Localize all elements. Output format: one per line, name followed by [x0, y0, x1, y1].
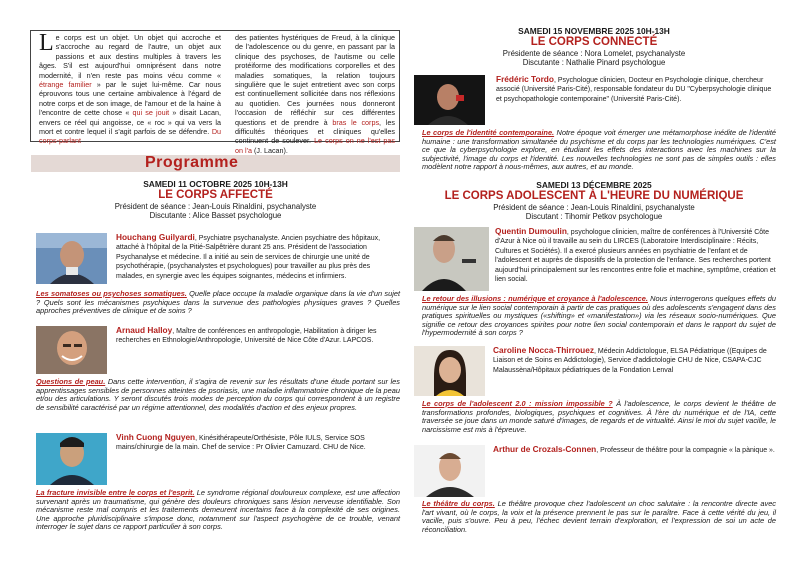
intro-right-column — [235, 33, 395, 155]
speaker-name: Quentin Dumoulin — [495, 226, 567, 236]
abstract-guilyardi — [36, 290, 400, 316]
speaker-bio-text: , Professeur de théâtre pour la compagnie « la pànique ». — [596, 447, 775, 454]
speaker-name: Frédéric Tordo — [496, 74, 554, 84]
abstract-dumoulin — [422, 295, 776, 338]
abstract-nguyen — [36, 489, 400, 532]
session2-president: Présidente de séance : Nora Lomelet, psychanalyste — [502, 49, 686, 58]
abstract-title: La fracture invisible entre le corps et l'esprit. — [36, 488, 195, 497]
speaker-bio-text: , psychologue clinicien, maître de conférences à l'Université Côte d'Azur à Nice où il travaille au sein du LIRCES (Laboratoire Interdisciplinaire : Récits, Cultures et Sociétés). Il a exercé plusieurs années en psychiatrie de l'enfant et de l'adolescent et auprès de dispositifs de la protection de l'enfance. Ses recherches portent aujourd'hui principalement sur les rencontres entre folie et machine, symptôme, création et lien social. — [495, 229, 776, 284]
abstract-nocca — [422, 400, 776, 434]
speaker-bio-text: , Maître de conférences en anthropologie, Habilitation à diriger les recherches en Ethnologie/Anthropologie, Université de Nice Côte d'Azur. LAPCOS. — [116, 328, 377, 345]
session3-president: Président de séance : Jean-Louis Rinaldini, psychanalyste — [493, 203, 695, 212]
speaker-name: Caroline Nocca-Thirrouez — [493, 345, 594, 355]
speaker-bio-text: , Psychiatre psychanalyste. Ancien psychiatre des hôpitaux, attaché à l'hôpital de la Pitié-Salpêtrière durant 25 ans. Président de l'association Psychanalyse et médecine. Il a initié au sein de services de chirurgie une unité de psychothérapie, (psychanalystes et psychologues) pour travailler au plus près des malades, en synergie avec les équipes soignantes, médecins et infirmiers. — [116, 235, 381, 280]
intro-p1: étrange familier — [39, 80, 97, 90]
intro-p0: e corps est un objet. Un objet qui accroche et s'accroche au regard de l'autre, un objet aux passions et aux destins multiples à travers les âges. S'il est aujourd'hui omniprésent dans notre modernité, il n'en reste pas moins vécu comme « — [39, 33, 221, 80]
intro-p3: qui se jouit — [129, 108, 173, 118]
session1-header — [31, 180, 400, 220]
session1-date: SAMEDI 11 OCTOBRE 2025 10H-13H — [143, 179, 288, 189]
abstract-title: Le théâtre du corps. — [422, 499, 495, 508]
abstract-crozals — [422, 500, 776, 534]
speaker-bio-crozals — [493, 445, 776, 455]
speaker-bio-text: , Kinésithérapeute/Orthésiste, Pôle IULS, Service SOS mains/chirurgie de la main. Chef de service : Pr Olivier Camuzard. CHU de Nice. — [116, 435, 366, 452]
abstract-text: Quelle place occupe la maladie organique dans la vie d'un sujet ? Quels sont les mécanismes psychiques dans la survenue des pathologies physiques graves ? Quelles approches préventives de clinique et de soins ? — [36, 289, 401, 316]
session1-title: LE CORPS AFFECTÉ — [158, 189, 273, 201]
intro-r0: des patientes hystériques de Freud, à la clinique de l'adolescence ou du genre, en passant par la clinique des psychoses, de l'autisme ou celle protéiforme des modifications corporelles et des maladies somatiques, la relation toujours singulière que le sujet entretient avec son corps est continuellement sollicitée dans nos réflexions au quotidien. Ces journées nous donneront l'occasion de réfléchir sur ces différentes questions et de prendre à — [235, 33, 395, 127]
intro-r4: (J. Lacan). — [251, 145, 288, 155]
intro-dropcap: L — [39, 30, 54, 56]
intro-p4: » disait Lacan, envers ce réel qui angoisse, ce « roc » qui va vers la mort et contre lequel il s'agit parfois de se défendre. — [39, 108, 221, 137]
session2-date: SAMEDI 15 NOVEMBRE 2025 10H-13H — [518, 26, 670, 36]
speaker-name: Vinh Cuong Nguyen — [116, 432, 196, 442]
abstract-text: Nous interrogerons quelques effets du numérique sur le lien social contemporain à partir de cas pratiques où des adolescents s'engagent dans des pratiques spirituelles ou mystiques («shifting» et «manifestation») via les réseaux socio-numériques. Que signifie ce retour des croyances spirites pour notre lien social contemporain et dans le rapport du sujet de l'hypermodernité à son corps ? — [422, 294, 776, 338]
abstract-text: Notre époque voit émerger une métamorphose inédite de l'identité humaine : une transformation simultanée du psychisme et du corps par les technologies numériques. C'est ce que la cyberpsychologie explore, en étudiant les effets des interactions avec les machines sur la subjectivité, l'image du corps et l'identité. Les nouvelles technologies ne sont pas de simples outils : elles modèlent notre rapport à nous-mêmes, aux autres, et au monde. — [422, 128, 776, 172]
speaker-bio-guilyardi — [116, 233, 400, 281]
programme-banner — [31, 155, 400, 172]
abstract-text: Dans cette intervention, il s'agira de revenir sur les résultats d'une étude portant sur les apprentissages sensibles de personnes atteintes de psoriasis, une maladie inflammatoire chronique de la peau et/ou des articulations. Y seront discutés trois modes de perception du corps qui correspondent à un registre de sensibilité caractérisé par un régime attentionnel, des modalités d'action et des enjeux propres. — [36, 377, 400, 412]
abstract-title: Les somatoses ou psychoses somatiques. — [36, 289, 187, 298]
speaker-bio-text: , Médecin Addictologue, ELSA Pédiatrique ((Equipes de Liaison et de Soins en Addictologie), Service d'addictologie CHU de Nice, CSAPA-CJC Malaussèna/Hôpitaux pédiatriques de la Fondation Lenval — [493, 348, 767, 374]
abstract-title: Le retour des illusions : numérique et croyance à l'adolescence. — [422, 294, 648, 303]
speaker-name: Houchang Guilyardi — [116, 232, 195, 242]
speaker-name: Arnaud Halloy — [116, 325, 173, 335]
programme-title: Programme — [145, 154, 239, 171]
session3-discutant: Discutant : Tihomir Petkov psychologue — [525, 212, 663, 221]
intro-p2: » par le sujet lui-même. Car nous éprouvons tous une certaine ambivalence à l'égard de notre corps et de son image, de l'amour et de la haine à l'encontre de cette chose « — [39, 80, 221, 118]
abstract-text: Le théâtre provoque chez l'adolescent un choc salutaire : la rencontre directe avec l'art vivant, où le corps, la voix et la présence prennent le pas sur le paraître. Face à cette vérité du jeu, il vacille, puis s'ouvre. Peu à peu, l'échec devient terrain d'exploration, et l'expression de soi un acte de réconciliation. — [422, 499, 777, 534]
session3-header — [412, 181, 776, 221]
speaker-photo-tordo — [414, 75, 485, 125]
session1-discutant: Discutante : Alice Basset psychologue — [149, 211, 282, 220]
speaker-bio-halloy — [116, 326, 400, 346]
session2-title: LE CORPS CONNECTÉ — [530, 36, 658, 48]
abstract-halloy — [36, 378, 400, 412]
abstract-title: Questions de peau. — [36, 377, 106, 386]
session2-header — [412, 27, 776, 67]
speaker-photo-guilyardi — [36, 233, 107, 284]
speaker-bio-nocca — [493, 346, 776, 375]
speaker-bio-text: , Psychologue clinicien, Docteur en Psychologie clinique, chercheur associé (Université Paris-Cité), responsable fondateur du DU "Cyberpsychologie clinique et psychopathologie contemporaine" (Université Paris-Cité). — [496, 77, 772, 103]
speaker-photo-halloy — [36, 326, 107, 374]
intro-box — [30, 30, 400, 155]
abstract-text: Le syndrome régional douloureux complexe, est une affection survenant après un traumatisme, qui génère des douleurs chroniques sans lésion nerveuse identifiable. Son mécanisme reste mal compris et les traitements demeurent incertains face à la complexité de ses origines. Une approche pluridisciplinaire s'impose donc, notamment sur l'aspect psychogène de ce trouble, venant interroger le sujet dans ce rapport particulier à son corps. — [36, 488, 401, 532]
session3-date: SAMEDI 13 DÉCEMBRE 2025 — [536, 180, 652, 190]
abstract-title: Le corps de l'adolescent 2.0 : mission impossible ? — [422, 399, 613, 408]
intro-r1: bras le corps — [332, 117, 380, 127]
intro-p5: Du corps-parlant — [39, 127, 222, 146]
abstract-tordo — [422, 129, 776, 172]
speaker-photo-nguyen — [36, 433, 107, 485]
abstract-title: Le corps de l'identité contemporaine. — [422, 128, 555, 137]
speaker-name: Arthur de Crozals-Connen — [493, 444, 597, 454]
speaker-bio-tordo — [496, 75, 776, 104]
session2-discutant: Discutante : Nathalie Pinard psychologue — [522, 58, 666, 67]
speaker-photo-dumoulin — [414, 227, 489, 291]
session1-president: Président de séance : Jean-Louis Rinaldini, psychanalyste — [114, 202, 317, 211]
speaker-bio-dumoulin — [495, 227, 776, 284]
speaker-photo-crozals — [414, 445, 485, 497]
intro-r3: Le corps on ne l'est pas on l'a — [235, 136, 395, 155]
intro-left-column — [39, 30, 222, 146]
session3-title: LE CORPS ADOLESCENT À L'HEURE DU NUMÉRIQUE — [444, 190, 744, 202]
speaker-bio-nguyen — [116, 433, 400, 453]
abstract-text: À l'adolescence, le corps devient le théâtre de transformations profondes, biologiques, psychiques et cognitives. À l'ère du numérique et de l'IA, cette traversée se joue dans un monde saturé d'images, de regards et de virtualité. Ainsi le moi du sujet vacille, le narcissisme est mis à l'épreuve. — [422, 399, 776, 434]
intro-r2: , les difficultés théoriques et cliniques qu'elles continuent de soulever. — [235, 117, 395, 146]
speaker-photo-nocca — [414, 346, 485, 396]
